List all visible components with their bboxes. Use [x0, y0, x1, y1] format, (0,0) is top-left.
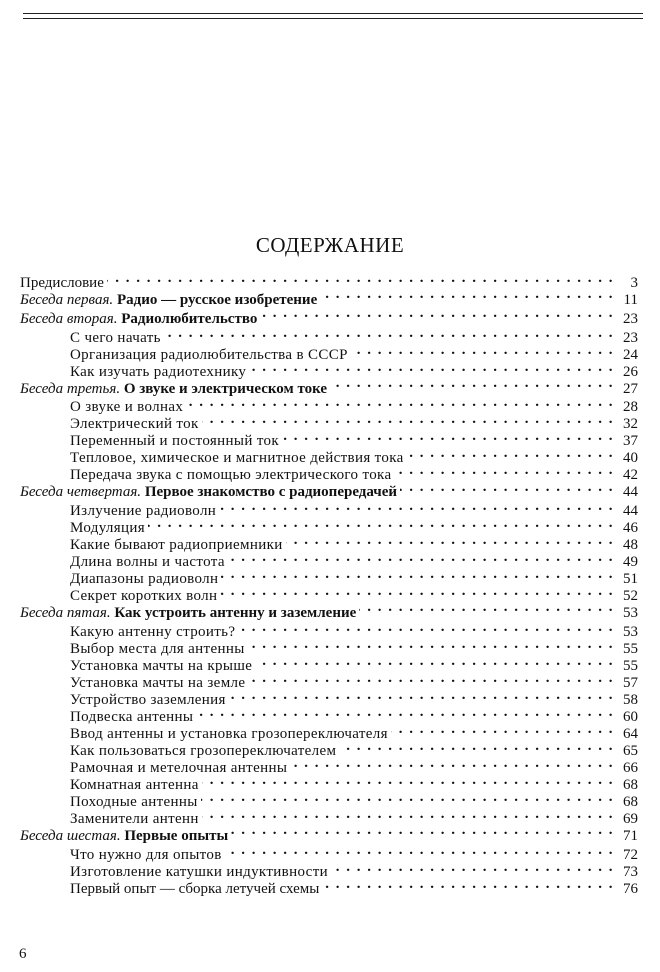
toc-entry-row: [20, 566, 638, 588]
toc-page-number: 65: [623, 742, 638, 759]
toc-page-number: 68: [623, 776, 638, 793]
leader-dots: [219, 498, 614, 515]
toc-page-number: 55: [623, 657, 638, 674]
chapter-prefix: Беседа третья.: [20, 380, 121, 397]
toc-chapter-row: [20, 479, 638, 501]
leader-dots: [339, 738, 614, 755]
leader-dots: [359, 600, 614, 617]
leader-dots: [351, 342, 614, 359]
leader-dots: [322, 876, 614, 893]
toc-entry-row: [20, 619, 638, 640]
toc-entry-label: О звуке и волнах: [70, 399, 184, 416]
toc-chapter-row: [20, 306, 638, 325]
toc-page-number: 58: [623, 691, 638, 708]
toc-entry-row: [20, 721, 638, 742]
leader-dots: [290, 755, 614, 772]
leader-dots: [201, 789, 614, 806]
toc-entry-row: [20, 498, 638, 520]
leader-dots: [202, 806, 614, 823]
toc-entry-label: С чего начать: [70, 329, 161, 346]
toc-entry-row: [20, 842, 638, 863]
toc-entry-label: Как пользоваться грозопереключателем: [70, 742, 337, 759]
toc-page-number: 53: [623, 605, 638, 622]
toc-entry-label: Секрет коротких волн: [70, 588, 218, 605]
toc-page-number: 24: [623, 346, 638, 363]
toc-page-number: 11: [623, 292, 638, 308]
toc-entry-row: [20, 342, 638, 363]
leader-dots: [107, 270, 614, 287]
toc-entry-row: [20, 636, 638, 657]
toc-entry-row: [20, 789, 638, 810]
toc-entry-label: Рамочная и метелочная антенны: [70, 759, 288, 776]
chapter-prefix: Беседа первая.: [20, 292, 114, 308]
leader-dots: [231, 823, 614, 840]
toc-entry-row: [20, 325, 638, 346]
toc-entry-label: Тепловое, химическое и магнитное действия тока: [70, 450, 404, 467]
toc-entry-row: [20, 428, 638, 450]
toc-entry-row: [20, 755, 638, 776]
leader-dots: [228, 549, 614, 566]
toc-page-number: 27: [623, 380, 638, 397]
toc-page-number: 64: [623, 725, 638, 742]
toc-entry-label: Диапазоны радиоволн: [70, 571, 219, 588]
leader-dots: [164, 325, 614, 342]
toc-page-number: 44: [623, 503, 638, 520]
leader-dots: [391, 721, 614, 738]
toc-page-number: 37: [623, 433, 638, 450]
leader-dots: [148, 515, 614, 532]
toc-entry-label: Переменный и постоянный ток: [70, 433, 280, 450]
toc-entry-row: [20, 532, 638, 554]
leader-dots: [225, 842, 614, 859]
chapter-prefix: Беседа вторая.: [20, 310, 118, 327]
chapter-title: Первые опыты: [124, 827, 229, 844]
top-rule: [23, 13, 643, 14]
toc-page-number: 52: [623, 588, 638, 605]
toc-entry-label: Изготовление катушки индуктивности: [70, 863, 328, 880]
leader-dots: [260, 306, 614, 323]
toc-entry-row: [20, 462, 638, 484]
chapter-title: Радио — русское изобретение: [116, 292, 318, 308]
toc-entry-label: Предисловие: [20, 275, 104, 291]
toc-entry-label: Электрический ток: [70, 416, 199, 433]
toc-entry-row: [20, 738, 638, 759]
toc-page-number: 48: [623, 537, 638, 554]
toc-entry-row: [20, 806, 638, 827]
toc-entry-label: Первый опыт — сборка летучей схемы: [70, 880, 320, 897]
leader-dots: [221, 566, 614, 583]
toc-entry-label: Что нужно для опытов: [70, 846, 222, 863]
leader-dots: [320, 287, 614, 304]
toc-entry-row: [20, 411, 638, 433]
toc-entry-row: [20, 876, 638, 897]
leader-dots: [248, 636, 614, 653]
toc-entry-row: [20, 359, 638, 380]
toc-entry-label: Ввод антенны и установка грозопереключателя: [70, 725, 388, 742]
toc-page-number: 66: [623, 759, 638, 776]
chapter-title: Первое знакомство с радиопередачей: [144, 484, 398, 501]
toc-entry-label: Как изучать радиотехнику: [70, 363, 247, 380]
toc-page-number: 68: [623, 793, 638, 810]
leader-dots: [229, 687, 614, 704]
table-of-contents: [20, 270, 638, 897]
toc-entry-row: [20, 772, 638, 793]
toc-entry-label: Излучение радиоволн: [70, 503, 217, 520]
toc-entry-label: Установка мачты на крыше: [70, 657, 253, 674]
toc-entry-row: [20, 859, 638, 880]
leader-dots: [249, 359, 614, 376]
toc-page-number: 49: [623, 554, 638, 571]
leader-dots: [282, 428, 614, 445]
toc-page-number: 53: [623, 623, 638, 640]
toc-page-number: 23: [623, 310, 638, 327]
toc-page-number: 26: [623, 363, 638, 380]
leader-dots: [331, 859, 614, 876]
chapter-title: О звуке и электрическом токе: [123, 380, 328, 397]
leader-dots: [255, 653, 614, 670]
toc-entry-row: [20, 704, 638, 725]
toc-entry-label: Организация радиолюбительства в СССР: [70, 346, 348, 363]
chapter-title: Как устроить антенну и заземление: [114, 605, 357, 622]
toc-page-number: 40: [623, 450, 638, 467]
toc-entry-row: [20, 583, 638, 605]
leader-dots: [238, 619, 614, 636]
page-title: СОДЕРЖАНИЕ: [255, 233, 405, 257]
leader-dots: [186, 394, 614, 411]
toc-page-number: 57: [623, 674, 638, 691]
toc-page-number: 71: [623, 827, 638, 844]
toc-page-number: 42: [623, 467, 638, 484]
toc-page-number: 3: [630, 275, 638, 291]
toc-chapter-row: [20, 823, 638, 842]
toc-page-number: 60: [623, 708, 638, 725]
toc-entry-row: [20, 687, 638, 708]
toc-entry-row: [20, 394, 638, 416]
leader-dots: [286, 532, 614, 549]
leader-dots: [202, 772, 614, 789]
toc-chapter-row: [20, 376, 638, 395]
toc-page-number: 44: [623, 484, 638, 501]
page-number: 6: [19, 946, 27, 962]
chapter-prefix: Беседа шестая.: [20, 827, 121, 844]
toc-entry-label: Передача звука с помощью электрического тока: [70, 467, 392, 484]
toc-entry-label: Комнатная антенна: [70, 776, 199, 793]
toc-entry-row: [20, 270, 638, 291]
leader-dots: [196, 704, 614, 721]
toc-entry-row: [20, 515, 638, 537]
toc-page-number: 51: [623, 571, 638, 588]
toc-page-number: 72: [623, 846, 638, 863]
toc-entry-label: Длина волны и частота: [70, 554, 225, 571]
toc-entry-label: Подвеска антенны: [70, 708, 194, 725]
toc-page-number: 46: [623, 520, 638, 537]
toc-page-number: 76: [623, 880, 638, 897]
toc-entry-label: Походные антенны: [70, 793, 198, 810]
toc-page-number: 55: [623, 640, 638, 657]
chapter-title: Радиолюбительство: [121, 310, 258, 327]
leader-dots: [330, 376, 614, 393]
toc-page-number: 28: [623, 399, 638, 416]
toc-page-number: 69: [623, 810, 638, 827]
top-rule-thin: [23, 18, 643, 19]
toc-entry-row: [20, 653, 638, 674]
toc-entry-row: [20, 445, 638, 467]
toc-entry-label: Выбор места для антенны: [70, 640, 245, 657]
leader-dots: [407, 445, 614, 462]
leader-dots: [220, 583, 614, 600]
toc-entry-label: Какую антенну строить?: [70, 623, 236, 640]
toc-chapter-row: [20, 600, 638, 622]
leader-dots: [400, 479, 614, 496]
chapter-prefix: Беседа четвертая.: [20, 484, 142, 501]
toc-entry-row: [20, 670, 638, 691]
leader-dots: [248, 670, 614, 687]
leader-dots: [202, 411, 614, 428]
leader-dots: [394, 462, 614, 479]
toc-entry-label: Какие бывают радиоприемники: [70, 537, 283, 554]
toc-entry-label: Установка мачты на земле: [70, 674, 246, 691]
toc-chapter-row: [20, 287, 638, 306]
toc-entry-label: Заменители антенн: [70, 810, 199, 827]
toc-entry-row: [20, 549, 638, 571]
chapter-prefix: Беседа пятая.: [20, 605, 111, 622]
toc-page-number: 73: [623, 863, 638, 880]
toc-entry-label: Модуляция: [70, 520, 145, 537]
toc-page-number: 23: [623, 329, 638, 346]
toc-entry-label: Устройство заземления: [70, 691, 226, 708]
toc-page-number: 32: [623, 416, 638, 433]
